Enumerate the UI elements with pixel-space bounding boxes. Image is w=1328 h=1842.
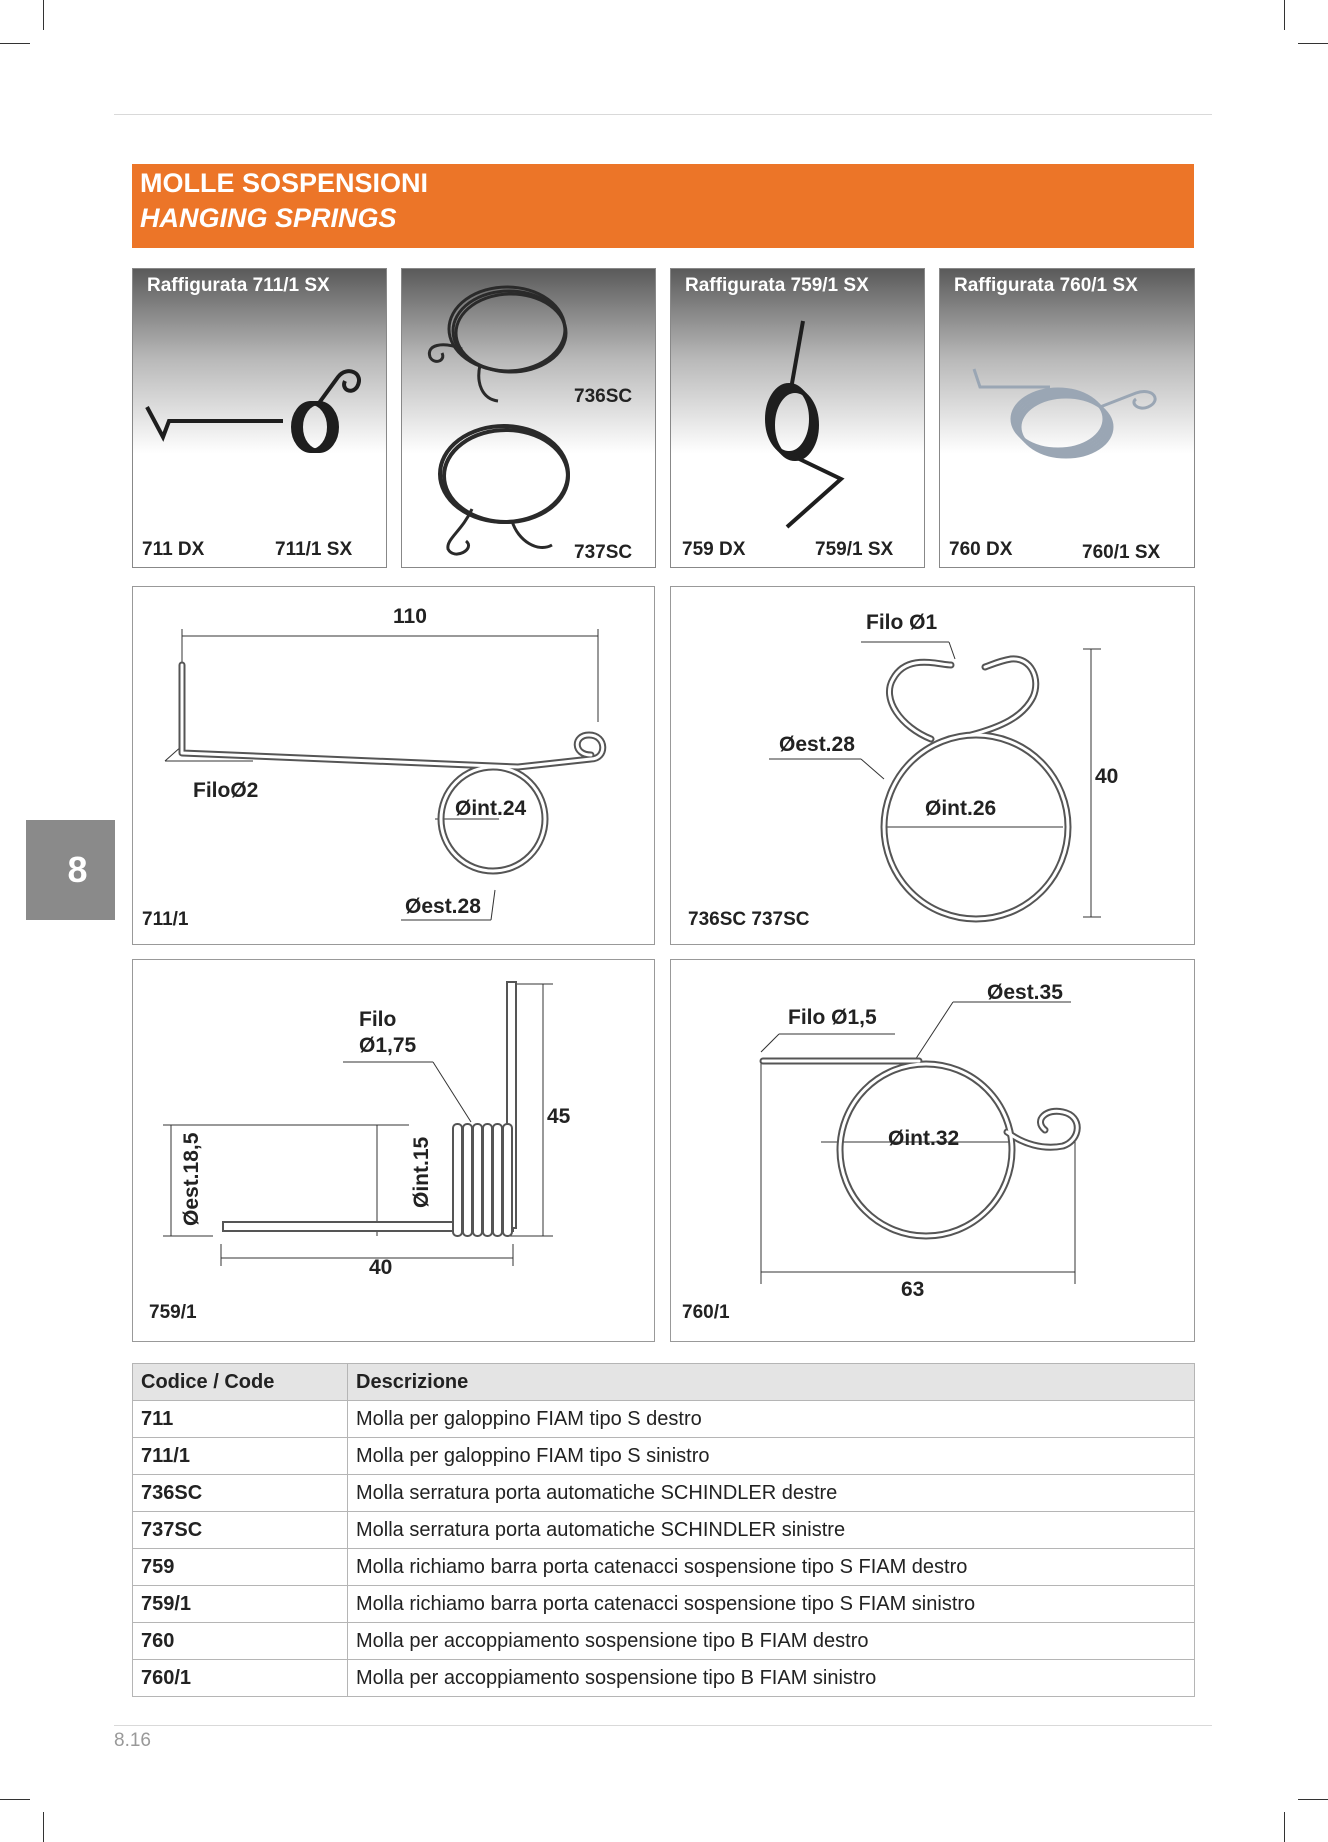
drawing-760-lines — [671, 960, 1196, 1343]
table-row — [133, 1586, 1195, 1623]
dimension-height: 45 — [547, 1105, 571, 1128]
cell-code: 736SC — [133, 1475, 348, 1512]
drawing-759 — [132, 959, 655, 1342]
outer-diameter: Øest.28 — [405, 895, 481, 918]
column-header-code: Codice / Code — [133, 1364, 348, 1401]
cell-description: Molla per accoppiamento sospensione tipo B FIAM destro — [348, 1623, 1195, 1660]
spring-760-image — [940, 269, 1195, 568]
cell-code: 759 — [133, 1549, 348, 1586]
bottom-rule — [114, 1725, 1212, 1726]
photo-caption: Raffigurata 760/1 SX — [954, 275, 1138, 296]
drawing-code: 711/1 — [142, 909, 189, 930]
table-row — [133, 1623, 1195, 1660]
cell-code: 711/1 — [133, 1438, 348, 1475]
dimension-height: 40 — [1095, 765, 1119, 788]
drawing-code: 759/1 — [149, 1302, 197, 1323]
column-header-description: Descrizione — [348, 1364, 1195, 1401]
photo-736-737 — [401, 268, 656, 568]
outer-diameter: Øest.18,5 — [180, 1132, 203, 1226]
drawing-code: 760/1 — [682, 1302, 730, 1323]
inner-diameter: Øint.24 — [455, 797, 527, 820]
crop-mark — [1298, 43, 1328, 44]
table-row — [133, 1549, 1195, 1586]
banner-title-english: HANGING SPRINGS — [140, 203, 397, 233]
cell-code: 760/1 — [133, 1660, 348, 1697]
crop-mark — [43, 1812, 44, 1842]
wire-diameter: Filo Ø1 — [866, 611, 938, 634]
table-header-row — [133, 1364, 1195, 1401]
crop-mark — [1298, 1799, 1328, 1800]
photo-code-bottom: 737SC — [574, 542, 633, 563]
page-number: 8.16 — [114, 1730, 151, 1751]
drawing-code: 736SC 737SC — [688, 909, 810, 930]
inner-diameter: Øint.15 — [410, 1136, 433, 1208]
photo-code-right: 759/1 SX — [815, 539, 894, 560]
spring-759-image — [671, 269, 925, 568]
cell-code: 760 — [133, 1623, 348, 1660]
product-table — [132, 1363, 1195, 1697]
photo-code-top: 736SC — [574, 386, 633, 407]
spring-736-737-image — [402, 269, 656, 568]
cell-code: 737SC — [133, 1512, 348, 1549]
section-banner — [132, 164, 1194, 248]
table-row — [133, 1475, 1195, 1512]
inner-diameter: Øint.32 — [888, 1127, 960, 1150]
crop-mark — [1284, 0, 1285, 30]
drawing-711 — [132, 586, 655, 945]
crop-mark — [1284, 1812, 1285, 1842]
crop-mark — [0, 43, 30, 44]
wire-diameter: Ø1,75 — [359, 1034, 417, 1057]
cell-code: 711 — [133, 1401, 348, 1438]
photo-code-right: 711/1 SX — [275, 539, 353, 560]
top-rule — [114, 114, 1212, 115]
dimension-length: 110 — [393, 605, 427, 628]
photo-caption: Raffigurata 711/1 SX — [147, 275, 330, 296]
outer-diameter: Øest.28 — [779, 733, 855, 756]
cell-description: Molla serratura porta automatiche SCHINDLER sinistre — [348, 1512, 1195, 1549]
wire-diameter: Filo Ø1,5 — [788, 1006, 877, 1029]
section-tab[interactable]: 8 — [26, 820, 115, 920]
cell-description: Molla richiamo barra porta catenacci sospensione tipo S FIAM sinistro — [348, 1586, 1195, 1623]
photo-760 — [939, 268, 1195, 568]
dimension-length: 40 — [369, 1256, 393, 1279]
drawing-760 — [670, 959, 1195, 1342]
outer-diameter: Øest.35 — [987, 981, 1063, 1004]
table-row — [133, 1512, 1195, 1549]
dimension-length: 63 — [901, 1278, 925, 1301]
cell-description: Molla richiamo barra porta catenacci sospensione tipo S FIAM destro — [348, 1549, 1195, 1586]
crop-mark — [0, 1799, 30, 1800]
crop-mark — [43, 0, 44, 30]
table-row — [133, 1438, 1195, 1475]
photo-caption: Raffigurata 759/1 SX — [685, 275, 869, 296]
cell-description: Molla per galoppino FIAM tipo S sinistro — [348, 1438, 1195, 1475]
table-row — [133, 1401, 1195, 1438]
photo-code-right: 760/1 SX — [1082, 542, 1161, 563]
photo-code-left: 760 DX — [949, 539, 1013, 560]
photo-759 — [670, 268, 925, 568]
cell-description: Molla per galoppino FIAM tipo S destro — [348, 1401, 1195, 1438]
photo-code-left: 711 DX — [142, 539, 205, 560]
banner-title-italian: MOLLE SOSPENSIONI — [140, 168, 429, 198]
cell-description: Molla per accoppiamento sospensione tipo B FIAM sinistro — [348, 1660, 1195, 1697]
photo-code-left: 759 DX — [682, 539, 746, 560]
spring-711-image — [133, 269, 387, 568]
wire-diameter: FiloØ2 — [193, 779, 259, 802]
wire-label: Filo — [359, 1008, 397, 1031]
drawing-736-737 — [670, 586, 1195, 945]
table-row — [133, 1660, 1195, 1697]
photo-711 — [132, 268, 387, 568]
inner-diameter: Øint.26 — [925, 797, 997, 820]
cell-code: 759/1 — [133, 1586, 348, 1623]
drawing-711-lines — [133, 587, 656, 946]
cell-description: Molla serratura porta automatiche SCHINDLER destre — [348, 1475, 1195, 1512]
